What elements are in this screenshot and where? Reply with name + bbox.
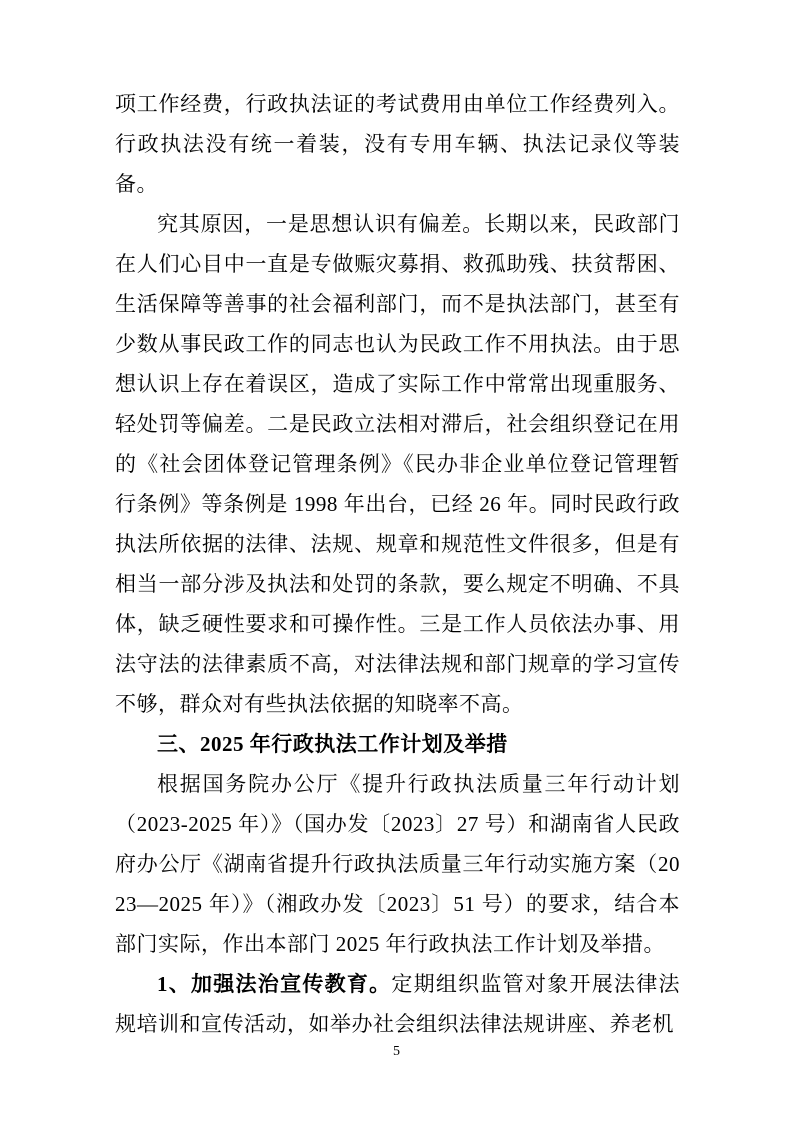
page-number: 5 bbox=[393, 1044, 400, 1059]
paragraph-continuation: 项工作经费，行政执法证的考试费用由单位工作经费列入。行政执法没有统一着装，没有专用车辆、执法记录仪等装备。 bbox=[115, 92, 680, 196]
paragraph-measure-1-body: 定期组织监管对象开展法律法规培训和宣传活动，如举办社会组织法律法规讲座、养老机 bbox=[115, 972, 681, 1036]
section-heading-2025-plan: 三、2025 年行政执法工作计划及举措 bbox=[157, 732, 508, 756]
paragraph-measure-1-lead: 1、加强法治宣传教育。 bbox=[157, 972, 392, 996]
paragraph-plan-basis: 根据国务院办公厅《提升行政执法质量三年行动计划（2023-2025 年）》（国办发〔2023〕27 号）和湖南省人民政府办公厅《湖南省提升行政执法质量三年行动实施方案（2023—2025 年）》（湘政办发〔2023〕51 号）的要求，结合本部门实际，作出本部门 2025 年行政执法工作计划及举措。 bbox=[115, 772, 680, 956]
paragraph-causes-analysis: 究其原因，一是思想认识有偏差。长期以来，民政部门在人们心目中一直是专做赈灾募捐、救孤助残、扶贫帮困、生活保障等善事的社会福利部门，而不是执法部门，甚至有少数从事民政工作的同志也认为民政工作不用执法。由于思想认识上存在着误区，造成了实际工作中常常出现重服务、轻处罚等偏差。二是民政立法相对滞后，社会组织登记在用的《社会团体登记管理条例》《民办非企业单位登记管理暂行条例》等条例是 1998 年出台，已经 26 年。同时民政行政执法所依据的法律、法规、规章和规范性文件很多，但是有相当一部分涉及执法和处罚的条款，要么规定不明确、不具体，缺乏硬性要求和可操作性。三是工作人员依法办事、用法守法的法律素质不高，对法律法规和部门规章的学习宣传不够，群众对有些执法依据的知晓率不高。 bbox=[115, 212, 680, 716]
document-content bbox=[115, 84, 680, 1044]
paragraph-measure-1 bbox=[115, 964, 680, 1044]
